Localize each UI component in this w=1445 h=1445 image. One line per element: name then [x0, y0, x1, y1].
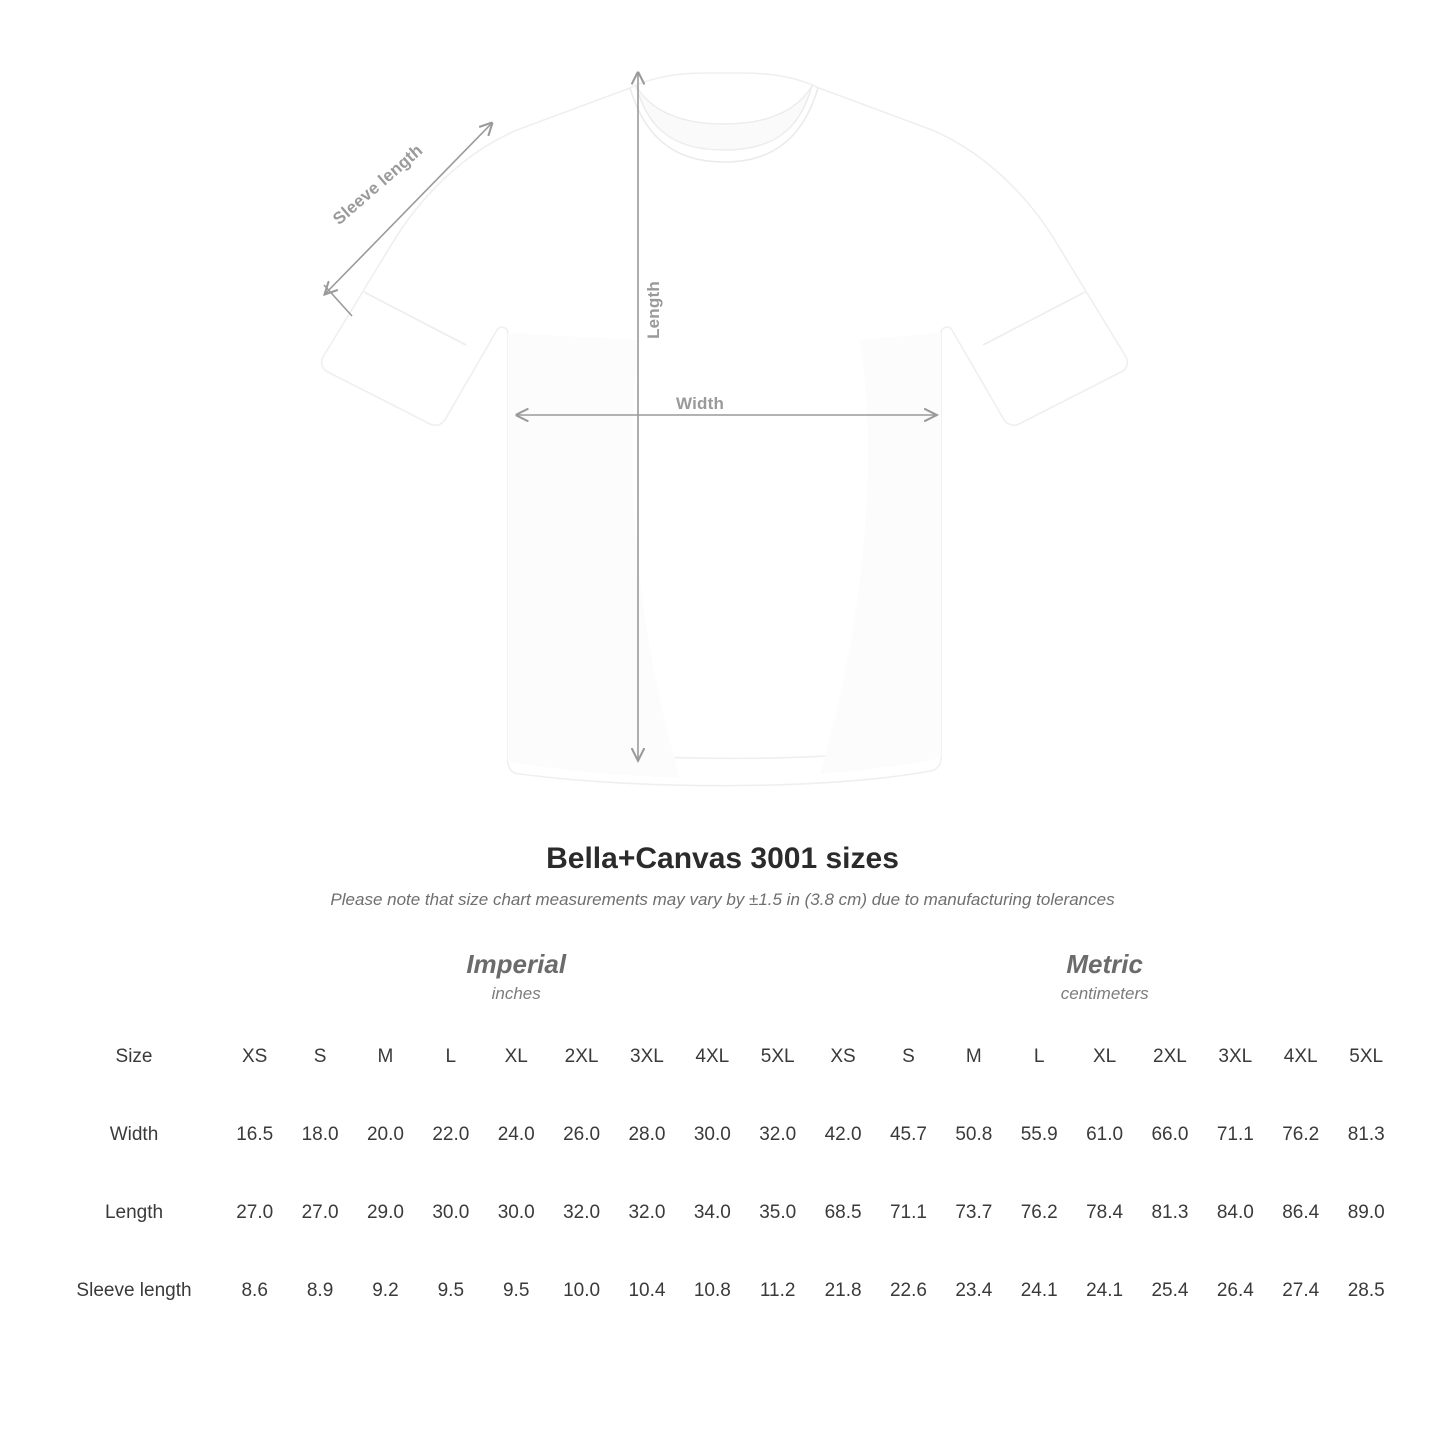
- cell-width-met-l: 55.9: [1007, 1096, 1072, 1174]
- cell-sleeve-imp-3xl: 10.4: [614, 1252, 679, 1330]
- cell-width-imp-xl: 24.0: [484, 1096, 549, 1174]
- cell-length-met-xs: 68.5: [810, 1174, 875, 1252]
- size-col-met-s: S: [876, 1018, 941, 1096]
- imperial-subtitle: inches: [491, 984, 541, 1004]
- metric-group-header: [810, 940, 1399, 1018]
- cell-length-met-2xl: 81.3: [1137, 1174, 1202, 1252]
- cell-length-met-3xl: 84.0: [1203, 1174, 1268, 1252]
- size-col-imp-2xl: 2XL: [549, 1018, 614, 1096]
- cell-width-imp-xs: 16.5: [222, 1096, 287, 1174]
- cell-length-imp-2xl: 32.0: [549, 1174, 614, 1252]
- row-label-width: Width: [46, 1096, 222, 1174]
- imperial-group-header: [222, 940, 810, 1018]
- size-col-met-4xl: 4XL: [1268, 1018, 1333, 1096]
- cell-length-met-m: 73.7: [941, 1174, 1006, 1252]
- cell-sleeve-imp-s: 8.9: [287, 1252, 352, 1330]
- size-col-imp-xl: XL: [484, 1018, 549, 1096]
- cell-sleeve-imp-l: 9.5: [418, 1252, 483, 1330]
- cell-width-met-xl: 61.0: [1072, 1096, 1137, 1174]
- cell-sleeve-met-xl: 24.1: [1072, 1252, 1137, 1330]
- cell-width-met-xs: 42.0: [810, 1096, 875, 1174]
- cell-sleeve-met-l: 24.1: [1007, 1252, 1072, 1330]
- size-col-imp-xs: XS: [222, 1018, 287, 1096]
- cell-width-met-s: 45.7: [876, 1096, 941, 1174]
- size-col-met-5xl: 5XL: [1333, 1018, 1399, 1096]
- size-col-imp-s: S: [287, 1018, 352, 1096]
- size-table: [46, 940, 1399, 1330]
- size-col-imp-4xl: 4XL: [680, 1018, 745, 1096]
- cell-width-imp-4xl: 30.0: [680, 1096, 745, 1174]
- chart-heading: [0, 842, 1445, 910]
- cell-width-met-m: 50.8: [941, 1096, 1006, 1174]
- page-title: Bella+Canvas 3001 sizes: [546, 842, 899, 875]
- row-label-length: Length: [46, 1174, 222, 1252]
- cell-sleeve-met-5xl: 28.5: [1333, 1252, 1399, 1330]
- size-col-met-2xl: 2XL: [1137, 1018, 1202, 1096]
- cell-width-imp-m: 20.0: [353, 1096, 418, 1174]
- cell-sleeve-met-4xl: 27.4: [1268, 1252, 1333, 1330]
- cell-length-met-4xl: 86.4: [1268, 1174, 1333, 1252]
- cell-sleeve-met-s: 22.6: [876, 1252, 941, 1330]
- cell-width-imp-s: 18.0: [287, 1096, 352, 1174]
- row-label-sleeve-length: Sleeve length: [46, 1252, 222, 1330]
- cell-width-met-4xl: 76.2: [1268, 1096, 1333, 1174]
- metric-subtitle: centimeters: [1060, 984, 1149, 1004]
- cell-width-met-2xl: 66.0: [1137, 1096, 1202, 1174]
- cell-length-imp-l: 30.0: [418, 1174, 483, 1252]
- cell-sleeve-imp-xl: 9.5: [484, 1252, 549, 1330]
- width-label: Width: [676, 394, 725, 413]
- unit-header-spacer: [46, 940, 222, 1018]
- size-col-met-3xl: 3XL: [1203, 1018, 1268, 1096]
- size-header-row: [46, 1018, 1399, 1096]
- table-row-length: [46, 1174, 1399, 1252]
- cell-sleeve-imp-m: 9.2: [353, 1252, 418, 1330]
- cell-length-imp-xl: 30.0: [484, 1174, 549, 1252]
- cell-length-met-l: 76.2: [1007, 1174, 1072, 1252]
- cell-sleeve-met-3xl: 26.4: [1203, 1252, 1268, 1330]
- tshirt-shape: [322, 73, 1128, 786]
- size-col-met-xs: XS: [810, 1018, 875, 1096]
- size-col-imp-m: M: [353, 1018, 418, 1096]
- cell-length-met-xl: 78.4: [1072, 1174, 1137, 1252]
- cell-width-imp-5xl: 32.0: [745, 1096, 810, 1174]
- sleeve-length-label: Sleeve length: [329, 140, 427, 229]
- cell-sleeve-met-2xl: 25.4: [1137, 1252, 1202, 1330]
- size-col-imp-l: L: [418, 1018, 483, 1096]
- table-row-sleeve-length: [46, 1252, 1399, 1330]
- cell-width-imp-3xl: 28.0: [614, 1096, 679, 1174]
- size-col-met-xl: XL: [1072, 1018, 1137, 1096]
- cell-sleeve-met-xs: 21.8: [810, 1252, 875, 1330]
- size-col-imp-3xl: 3XL: [614, 1018, 679, 1096]
- cell-width-imp-l: 22.0: [418, 1096, 483, 1174]
- cell-length-imp-xs: 27.0: [222, 1174, 287, 1252]
- tolerance-note: Please note that size chart measurements may vary by ±1.5 in (3.8 cm) due to manufacturing tolerances: [330, 890, 1115, 909]
- cell-width-imp-2xl: 26.0: [549, 1096, 614, 1174]
- size-col-met-m: M: [941, 1018, 1006, 1096]
- size-row-label: Size: [46, 1018, 222, 1096]
- cell-sleeve-imp-2xl: 10.0: [549, 1252, 614, 1330]
- cell-sleeve-imp-4xl: 10.8: [680, 1252, 745, 1330]
- cell-length-imp-m: 29.0: [353, 1174, 418, 1252]
- cell-length-met-s: 71.1: [876, 1174, 941, 1252]
- cell-length-imp-5xl: 35.0: [745, 1174, 810, 1252]
- cell-sleeve-imp-5xl: 11.2: [745, 1252, 810, 1330]
- cell-width-met-5xl: 81.3: [1333, 1096, 1399, 1174]
- length-label: Length: [643, 281, 663, 339]
- cell-length-imp-3xl: 32.0: [614, 1174, 679, 1252]
- cell-length-imp-4xl: 34.0: [680, 1174, 745, 1252]
- size-table-container: [0, 940, 1445, 1330]
- cell-length-met-5xl: 89.0: [1333, 1174, 1399, 1252]
- size-col-imp-5xl: 5XL: [745, 1018, 810, 1096]
- size-col-met-l: L: [1007, 1018, 1072, 1096]
- imperial-title: Imperial: [466, 949, 567, 980]
- table-row-width: [46, 1096, 1399, 1174]
- metric-title: Metric: [1066, 949, 1143, 980]
- cell-sleeve-imp-xs: 8.6: [222, 1252, 287, 1330]
- cell-width-met-3xl: 71.1: [1203, 1096, 1268, 1174]
- cell-sleeve-met-m: 23.4: [941, 1252, 1006, 1330]
- cell-length-imp-s: 27.0: [287, 1174, 352, 1252]
- unit-header-row: [46, 940, 1399, 1018]
